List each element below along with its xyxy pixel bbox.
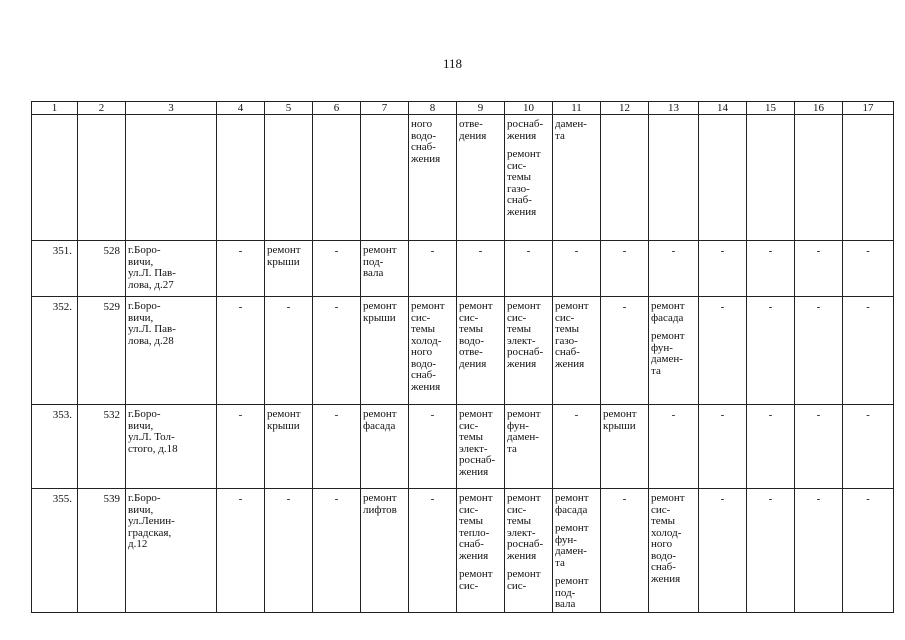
row-4-cell-12 — [601, 489, 649, 613]
cell-line: крыши — [363, 311, 396, 324]
cell-line: фасада — [555, 503, 588, 516]
cell-line: та — [555, 556, 565, 569]
cell-line: жения — [459, 465, 489, 478]
cell-line: роснаб- — [507, 538, 544, 550]
row-2-cell-14: - — [699, 297, 747, 405]
row-4-cell-3 — [126, 489, 217, 613]
cell-line: темы — [507, 515, 532, 527]
cell-line: г.Боро- — [128, 492, 161, 504]
cell-line: вичи, — [128, 503, 154, 516]
cont-cell-10 — [505, 115, 553, 241]
row-3-cell-3 — [126, 405, 217, 489]
cell-line: роснаб- — [459, 454, 496, 466]
cell-line: ремонт — [459, 568, 493, 580]
cell-line: ремонт — [507, 300, 541, 312]
cell-line: сис- — [507, 503, 527, 516]
cell-line: снаб- — [507, 194, 532, 206]
cell-line: элект- — [507, 334, 536, 347]
cont-cell-11 — [553, 115, 601, 241]
cell-line: тепло- — [459, 526, 490, 539]
cell-line: фасада — [363, 419, 396, 432]
cell-line: снаб- — [459, 538, 484, 550]
cell-line: отве- — [459, 118, 483, 130]
row-2-cell-8 — [409, 297, 457, 405]
cell-line: - — [286, 301, 291, 313]
row-2-cell-5 — [265, 297, 313, 405]
cell-line: сис- — [555, 311, 575, 324]
row-2-cell-15: - — [747, 297, 795, 405]
column-number-13: 13 — [649, 102, 699, 115]
cell-line: снаб- — [411, 369, 436, 381]
cell-line: ремонт — [651, 300, 685, 312]
cell-line: г.Боро- — [128, 408, 161, 420]
cont-cell-9 — [457, 115, 505, 241]
cell-line: снаб- — [555, 346, 580, 358]
row-2-cell-9 — [457, 297, 505, 405]
cell-line: водо- — [459, 334, 485, 347]
cell-line: фасада — [651, 311, 684, 324]
cell-line: роснаб- — [507, 346, 544, 358]
column-number-14: 14 — [699, 102, 747, 115]
row-3-cell-14: - — [699, 405, 747, 489]
cell-line: газо- — [507, 182, 530, 195]
cont-cell-14 — [699, 115, 747, 241]
cont-cell-4 — [217, 115, 265, 241]
column-number-3: 3 — [126, 102, 217, 115]
cell-line: ремонт — [411, 300, 445, 312]
continuation-row — [32, 115, 894, 241]
column-number-9: 9 — [457, 102, 505, 115]
column-number-12: 12 — [601, 102, 649, 115]
cell-line: - — [526, 245, 531, 257]
row-1-cell-17: - — [843, 241, 894, 297]
row-2-cell-6: - — [313, 297, 361, 405]
row-1-cell-3 — [126, 241, 217, 297]
cell-line: ного — [411, 118, 433, 130]
row-1-cell-6: - — [313, 241, 361, 297]
cell-line: сис- — [459, 503, 479, 516]
row-1-cell-7 — [361, 241, 409, 297]
row-3-cell-10 — [505, 405, 553, 489]
row-4-cell-2: 539 — [78, 489, 126, 613]
cell-line: ремонт — [363, 408, 397, 420]
cont-cell-1 — [32, 115, 78, 241]
cell-line: г.Боро- — [128, 300, 161, 312]
cell-line: ремонт — [651, 492, 685, 504]
cell-line: - — [430, 493, 435, 505]
column-number-7: 7 — [361, 102, 409, 115]
cell-line: дамен- — [555, 118, 587, 130]
cell-line: ремонт — [507, 492, 541, 504]
cell-line: жения — [459, 549, 489, 562]
cont-cell-12 — [601, 115, 649, 241]
cell-line: фун- — [507, 419, 529, 432]
cell-line: элект- — [507, 526, 536, 539]
row-3-cell-15: - — [747, 405, 795, 489]
row-4-cell-5 — [265, 489, 313, 613]
cell-line: сис- — [459, 419, 479, 432]
row-2-cell-17: - — [843, 297, 894, 405]
cell-line: жения — [507, 205, 537, 218]
row-2-cell-12 — [601, 297, 649, 405]
row-3-cell-1: 353. — [32, 405, 78, 489]
row-3-cell-5 — [265, 405, 313, 489]
row-4-cell-13 — [649, 489, 699, 613]
cell-line: ремонт — [507, 568, 541, 580]
cell-line: - — [622, 301, 627, 313]
cont-cell-16 — [795, 115, 843, 241]
cell-line: темы — [507, 171, 532, 183]
column-number-4: 4 — [217, 102, 265, 115]
cell-line: сис- — [411, 311, 431, 324]
cell-line: - — [286, 493, 291, 505]
cont-cell-7 — [361, 115, 409, 241]
cell-line: роснаб- — [507, 118, 544, 130]
cell-line: ремонт — [651, 330, 685, 342]
row-3-cell-6: - — [313, 405, 361, 489]
repair-schedule-table — [31, 101, 894, 613]
cell-line: темы — [459, 431, 484, 443]
row-1-cell-5 — [265, 241, 313, 297]
cell-line: та — [507, 442, 517, 455]
row-1-cell-4: - — [217, 241, 265, 297]
cont-cell-2 — [78, 115, 126, 241]
cell-line: под- — [555, 586, 576, 599]
row-2-cell-13 — [649, 297, 699, 405]
cell-line: та — [555, 129, 565, 142]
cell-line: сис- — [507, 159, 527, 172]
cont-cell-5 — [265, 115, 313, 241]
cell-line: ремонт — [363, 244, 397, 256]
cell-line: - — [671, 409, 676, 421]
cell-line: д.12 — [128, 538, 148, 550]
cell-line: газо- — [555, 334, 578, 347]
row-2-cell-1: 352. — [32, 297, 78, 405]
cell-line: под- — [363, 255, 384, 268]
row-1-cell-1: 351. — [32, 241, 78, 297]
cell-line: дамен- — [555, 545, 587, 557]
row-1-cell-15: - — [747, 241, 795, 297]
cell-line: жения — [411, 152, 441, 165]
cell-line: вичи, — [128, 255, 154, 268]
row-4-cell-4: - — [217, 489, 265, 613]
cell-line: - — [622, 245, 627, 257]
cell-line: - — [574, 409, 579, 421]
row-1-cell-16: - — [795, 241, 843, 297]
row-1-cell-9 — [457, 241, 505, 297]
cell-line: ремонт — [507, 408, 541, 420]
cell-line: вичи, — [128, 419, 154, 432]
cell-line: градская, — [128, 526, 172, 539]
cell-line: темы — [555, 323, 580, 335]
row-2-cell-4: - — [217, 297, 265, 405]
cell-line: дамен- — [651, 353, 683, 365]
cell-line: крыши — [267, 419, 300, 432]
cell-line: холод- — [411, 334, 442, 347]
row-4-cell-11 — [553, 489, 601, 613]
row-3-cell-12 — [601, 405, 649, 489]
cell-line: ремонт — [363, 300, 397, 312]
row-3-cell-13 — [649, 405, 699, 489]
cell-line: дения — [459, 129, 487, 142]
row-4-cell-17: - — [843, 489, 894, 613]
page-number: 118 — [442, 56, 463, 71]
cell-line: ремонт — [459, 492, 493, 504]
cell-line: ремонт — [267, 408, 301, 420]
cell-line: та — [651, 364, 661, 377]
cell-line: - — [430, 245, 435, 257]
cell-line: ул.Л. Пав- — [128, 323, 176, 335]
row-4-cell-15: - — [747, 489, 795, 613]
cell-line: ного — [651, 538, 673, 550]
row-3-cell-16: - — [795, 405, 843, 489]
cell-line: отве- — [459, 346, 483, 358]
cell-line: лифтов — [363, 503, 397, 516]
cell-line: ремонт — [555, 522, 589, 534]
column-number-2: 2 — [78, 102, 126, 115]
row-1-cell-8 — [409, 241, 457, 297]
row-3-cell-8 — [409, 405, 457, 489]
row-2-cell-7 — [361, 297, 409, 405]
row-2-cell-16: - — [795, 297, 843, 405]
cell-line: ремонт — [603, 408, 637, 420]
cell-line: фун- — [651, 341, 673, 354]
row-2-cell-10 — [505, 297, 553, 405]
cell-line: холод- — [651, 526, 682, 539]
row-4-cell-6: - — [313, 489, 361, 613]
cell-line: ул.Л. Пав- — [128, 267, 176, 279]
column-number-1: 1 — [32, 102, 78, 115]
row-4-cell-1: 355. — [32, 489, 78, 613]
cell-line: сис- — [507, 579, 527, 592]
row-3-cell-17: - — [843, 405, 894, 489]
cell-line: снаб- — [651, 561, 676, 573]
cell-line: - — [430, 409, 435, 421]
row-2-cell-11 — [553, 297, 601, 405]
table-row — [32, 489, 894, 613]
cell-line: элект- — [459, 442, 488, 455]
row-3-cell-7 — [361, 405, 409, 489]
cell-line: ремонт — [459, 408, 493, 420]
cell-line: - — [671, 245, 676, 257]
cell-line: сис- — [459, 311, 479, 324]
cell-line: водо- — [651, 549, 677, 562]
table-row — [32, 405, 894, 489]
cell-line: вала — [363, 267, 384, 279]
cell-line: темы — [459, 515, 484, 527]
cell-line: дения — [459, 357, 487, 370]
cell-line: ул.Ленин- — [128, 515, 175, 527]
cell-line: ремонт — [555, 492, 589, 504]
row-4-cell-10 — [505, 489, 553, 613]
cell-line: сис- — [651, 503, 671, 516]
cell-line: крыши — [267, 255, 300, 268]
cell-line: - — [622, 493, 627, 505]
column-number-5: 5 — [265, 102, 313, 115]
row-1-cell-11 — [553, 241, 601, 297]
cont-cell-15 — [747, 115, 795, 241]
cell-line: - — [574, 245, 579, 257]
cell-line: водо- — [411, 129, 437, 142]
cell-line: крыши — [603, 419, 636, 432]
column-number-17: 17 — [843, 102, 894, 115]
cell-line: ремонт — [267, 244, 301, 256]
row-2-cell-2: 529 — [78, 297, 126, 405]
row-3-cell-11 — [553, 405, 601, 489]
cell-line: водо- — [411, 357, 437, 370]
row-4-cell-9 — [457, 489, 505, 613]
row-3-cell-2: 532 — [78, 405, 126, 489]
cell-line: жения — [507, 129, 537, 142]
cell-line: жения — [507, 549, 537, 562]
cell-line: ремонт — [363, 492, 397, 504]
cell-line: ремонт — [459, 300, 493, 312]
cell-line: лова, д.28 — [128, 334, 174, 347]
cell-line: жения — [651, 572, 681, 585]
cell-line: темы — [651, 515, 676, 527]
cell-line: ремонт — [555, 575, 589, 587]
row-1-cell-10 — [505, 241, 553, 297]
column-number-16: 16 — [795, 102, 843, 115]
cell-line: вала — [555, 598, 576, 610]
row-1-cell-12 — [601, 241, 649, 297]
cell-line: ного — [411, 346, 433, 358]
cell-line: дамен- — [507, 431, 539, 443]
cell-line: лова, д.27 — [128, 278, 174, 291]
cell-line: жения — [555, 357, 585, 370]
cell-line: сис- — [459, 579, 479, 592]
cell-line: г.Боро- — [128, 244, 161, 256]
column-number-11: 11 — [553, 102, 601, 115]
cont-cell-17 — [843, 115, 894, 241]
column-number-10: 10 — [505, 102, 553, 115]
cell-line: вичи, — [128, 311, 154, 324]
cell-line: ул.Л. Тол- — [128, 431, 175, 443]
cell-line: темы — [507, 323, 532, 335]
cell-line: стого, д.18 — [128, 442, 178, 455]
cell-line: жения — [507, 357, 537, 370]
table-row — [32, 297, 894, 405]
row-3-cell-4: - — [217, 405, 265, 489]
row-4-cell-14: - — [699, 489, 747, 613]
cont-cell-8 — [409, 115, 457, 241]
column-number-8: 8 — [409, 102, 457, 115]
table-body — [32, 102, 894, 613]
cell-line: сис- — [507, 311, 527, 324]
cell-line: темы — [459, 323, 484, 335]
row-1-cell-2: 528 — [78, 241, 126, 297]
column-number-6: 6 — [313, 102, 361, 115]
cell-line: темы — [411, 323, 436, 335]
row-4-cell-8 — [409, 489, 457, 613]
cell-line: фун- — [555, 533, 577, 546]
cont-cell-3 — [126, 115, 217, 241]
cell-line: ремонт — [507, 148, 541, 160]
row-3-cell-9 — [457, 405, 505, 489]
cont-cell-6 — [313, 115, 361, 241]
cell-line: - — [478, 245, 483, 257]
column-number-row — [32, 102, 894, 115]
row-1-cell-14: - — [699, 241, 747, 297]
cont-cell-13 — [649, 115, 699, 241]
cell-line: жения — [411, 380, 441, 393]
row-4-cell-16: - — [795, 489, 843, 613]
cell-line: снаб- — [411, 141, 436, 153]
row-4-cell-7 — [361, 489, 409, 613]
column-number-15: 15 — [747, 102, 795, 115]
row-1-cell-13 — [649, 241, 699, 297]
row-2-cell-3 — [126, 297, 217, 405]
cell-line: ремонт — [555, 300, 589, 312]
table-row — [32, 241, 894, 297]
